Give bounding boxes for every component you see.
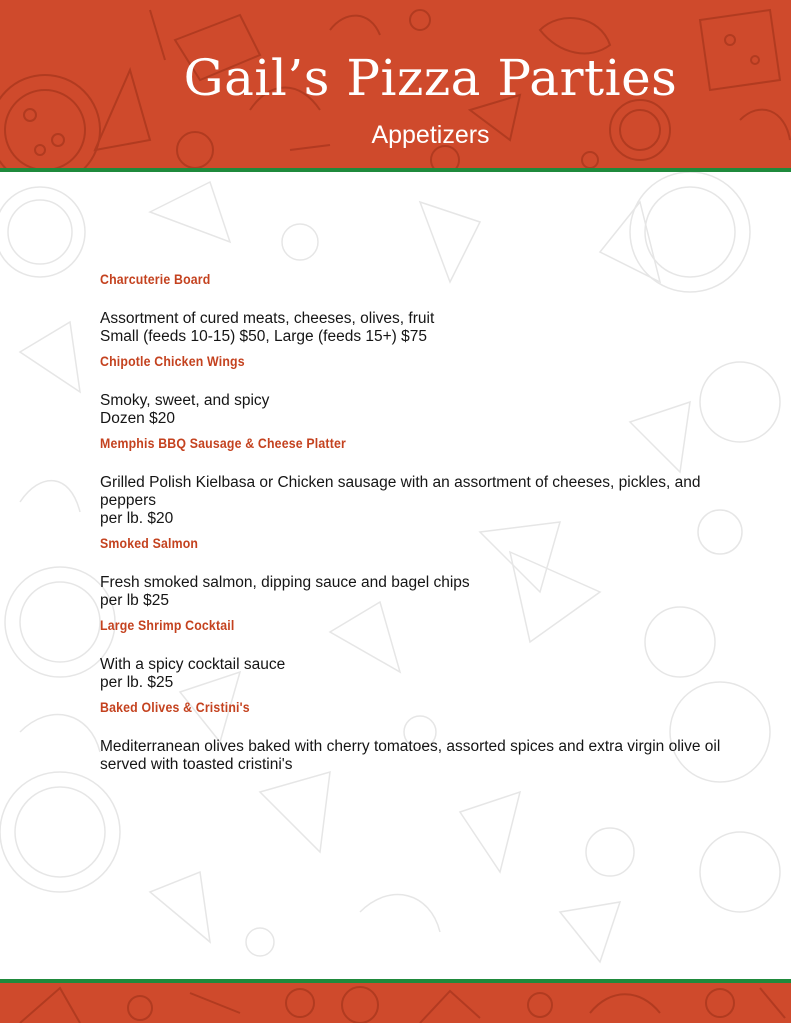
menu-item-name: Large Shrimp Cocktail [100, 617, 235, 633]
menu-item-description: Grilled Polish Kielbasa or Chicken sausage with an assortment of cheeses, pickles, and peppers [100, 474, 701, 509]
menu-item-name: Baked Olives & Cristini's [100, 699, 250, 715]
menu-item-description: Assortment of cured meats, cheeses, olives, fruit [100, 310, 435, 327]
menu-item-name: Chipotle Chicken Wings [100, 353, 245, 369]
appetizer-menu [100, 268, 740, 778]
menu-item-name: Smoked Salmon [100, 535, 199, 551]
header-banner [0, 0, 791, 168]
menu-item-price: Small (feeds 10-15) $50, Large (feeds 15+) $75 [100, 328, 427, 345]
menu-item-description: Smoky, sweet, and spicy [100, 392, 270, 409]
menu-item-price: per lb $25 [100, 592, 169, 609]
page-subtitle: Appetizers [371, 121, 490, 149]
footer-doodle-pattern [0, 983, 791, 1023]
menu-item-baked-olives [100, 696, 740, 774]
menu-item-price: per lb. $25 [100, 674, 174, 691]
menu-item-name: Memphis BBQ Sausage & Cheese Platter [100, 435, 346, 451]
footer-banner [0, 983, 791, 1023]
page-title: Gail’s Pizza Parties [183, 49, 678, 107]
menu-item-description: Mediterranean olives baked with cherry tomatoes, assorted spices and extra virgin olive oil served with toasted cristini's [100, 738, 721, 773]
menu-item-memphis-bbq-platter [100, 432, 740, 528]
menu-item-charcuterie-board [100, 268, 740, 346]
menu-item-price: per lb. $20 [100, 510, 174, 527]
menu-item-description: With a spicy cocktail sauce [100, 656, 286, 673]
menu-item-price: Dozen $20 [100, 410, 175, 427]
menu-item-name: Charcuterie Board [100, 271, 211, 287]
menu-item-chipotle-chicken-wings [100, 350, 740, 428]
menu-item-large-shrimp-cocktail [100, 614, 740, 692]
menu-item-description: Fresh smoked salmon, dipping sauce and bagel chips [100, 574, 470, 591]
header-divider [0, 168, 791, 172]
menu-item-smoked-salmon [100, 532, 740, 610]
